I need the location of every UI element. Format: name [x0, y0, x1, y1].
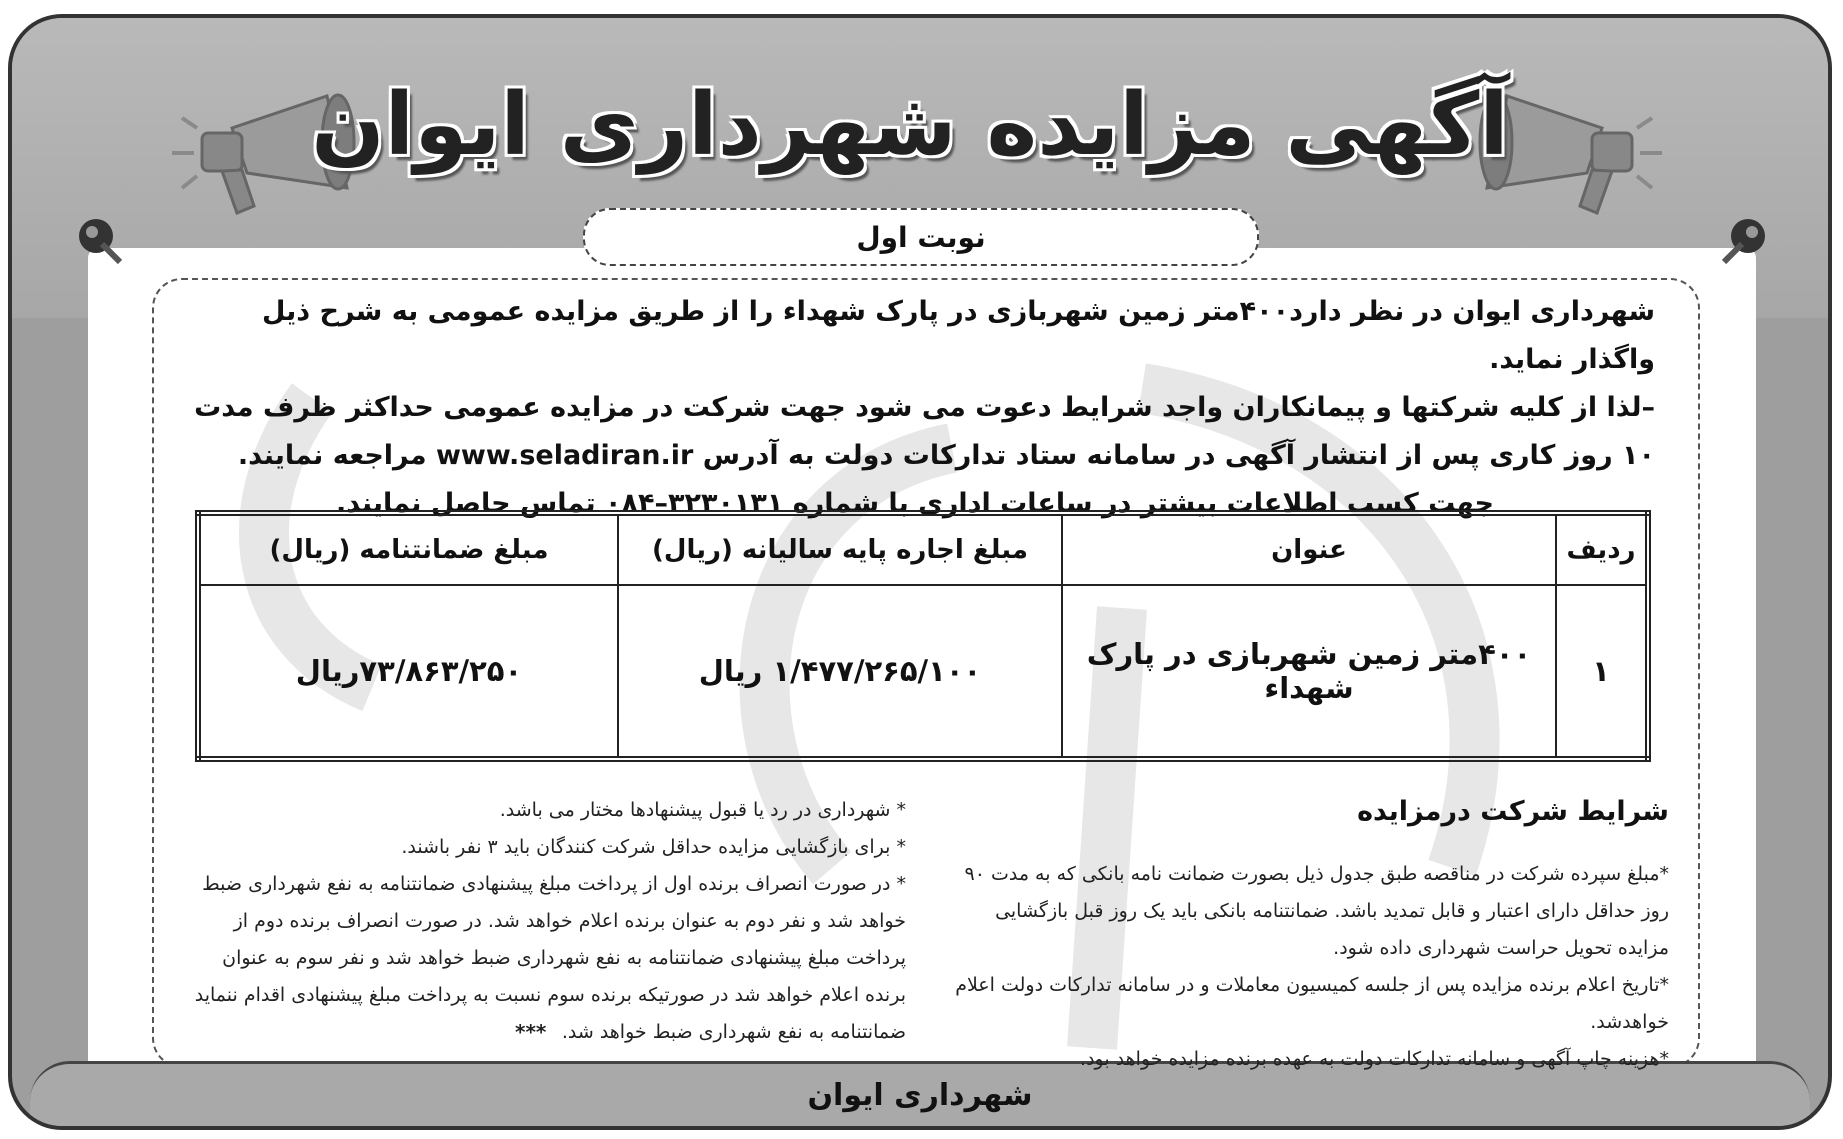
auction-table: [195, 510, 1651, 762]
condition-item: * در صورت انصراف برنده اول از پرداخت مبلغ پیشنهادی ضمانتنامه به نفع شهرداری ضبط خواهد شد و نفر دوم به عنوان برنده اعلام خواهد شد. در صورت انصراف برنده دوم از پرداخت مبلغ پیشنهادی ضمانتنامه به نفع شهرداری ضبط خواهد شد و نفر سوم به عنوان برنده اعلام خواهد شد در صورتیکه برنده سوم نسبت به پرداخت مبلغ پیشنهادی اقدام ننماید ضمانتنامه به نفع شهرداری ضبط خواهد شد.: [194, 873, 906, 1043]
column-header: مبلغ ضمانتنامه (ریال): [198, 513, 618, 585]
footer-label: شهرداری ایوان: [807, 1077, 1033, 1113]
condition-item: * شهرداری در رد یا قبول پیشنهادها مختار می باشد.: [499, 799, 906, 821]
pushpin-icon: [1714, 212, 1774, 272]
round-badge: نوبت اول: [583, 208, 1259, 266]
condition-item: * برای بازگشایی مزایده حداقل شرکت کنندگان باید ۳ نفر باشند.: [401, 836, 906, 858]
table-cell: ۱: [1556, 585, 1648, 759]
pushpin-icon: [70, 212, 130, 272]
column-header: عنوان: [1062, 513, 1556, 585]
condition-item: *هزینه چاپ آگهی و سامانه تدارکات دولت به عهده برنده مزایده خواهد بود.: [1080, 1048, 1669, 1070]
table-cell: ۱/۴۷۷/۲۶۵/۱۰۰ ریال: [618, 585, 1062, 759]
table-cell: ۴۰۰متر زمین شهربازی در پارک شهداء: [1062, 585, 1556, 759]
column-header: ردیف: [1556, 513, 1648, 585]
intro-text: [175, 288, 1655, 528]
condition-item: *تاریخ اعلام برنده مزایده پس از جلسه کمیسیون معاملات و در سامانه تدارکات دولت اعلام خواهدشد.: [955, 974, 1669, 1033]
conditions-left: [176, 792, 906, 1051]
table-cell: ۷۳/۸۶۳/۲۵۰ریال: [198, 585, 618, 759]
table-header-row: [198, 513, 1648, 585]
end-marker: ***: [515, 1020, 547, 1044]
intro-line: جهت کسب اطلاعات بیشتر در ساعات اداری با شماره ۳۲۳۰۱۳۱–۰۸۴ تماس حاصل نمایند.: [336, 488, 1494, 519]
conditions-title: شرایط شرکت درمزایده: [1357, 796, 1669, 827]
column-header: مبلغ اجاره پایه سالیانه (ریال): [618, 513, 1062, 585]
conditions-right: [939, 856, 1669, 1078]
intro-line: –لذا از کلیه شرکتها و پیمانکاران واجد شرایط دعوت می شود جهت شرکت در مزایده عمومی حداکثر ظرف مدت ۱۰ روز کاری پس از انتشار آگهی در سامانه ستاد تدارکات دولت به آدرس www.seladiran.ir مراجعه نمایند.: [194, 392, 1655, 471]
intro-line: شهرداری ایوان در نظر دارد۴۰۰متر زمین شهربازی در پارک شهداء را از طریق مزایده عمومی به شرح ذیل واگذار نماید.: [262, 296, 1655, 375]
table-row: [198, 585, 1648, 759]
condition-item: *مبلغ سپرده شرکت در مناقصه طبق جدول ذیل بصورت ضمانت نامه بانکی که به مدت ۹۰ روز حداقل دارای اعتبار و قابل تمدید باشد. ضمانتنامه بانکی باید یک روز قبل بازگشایی مزایده تحویل حراست شهرداری داده شود.: [964, 863, 1669, 959]
notice-title: آگهی مزایده شهرداری ایوان: [311, 75, 1509, 175]
